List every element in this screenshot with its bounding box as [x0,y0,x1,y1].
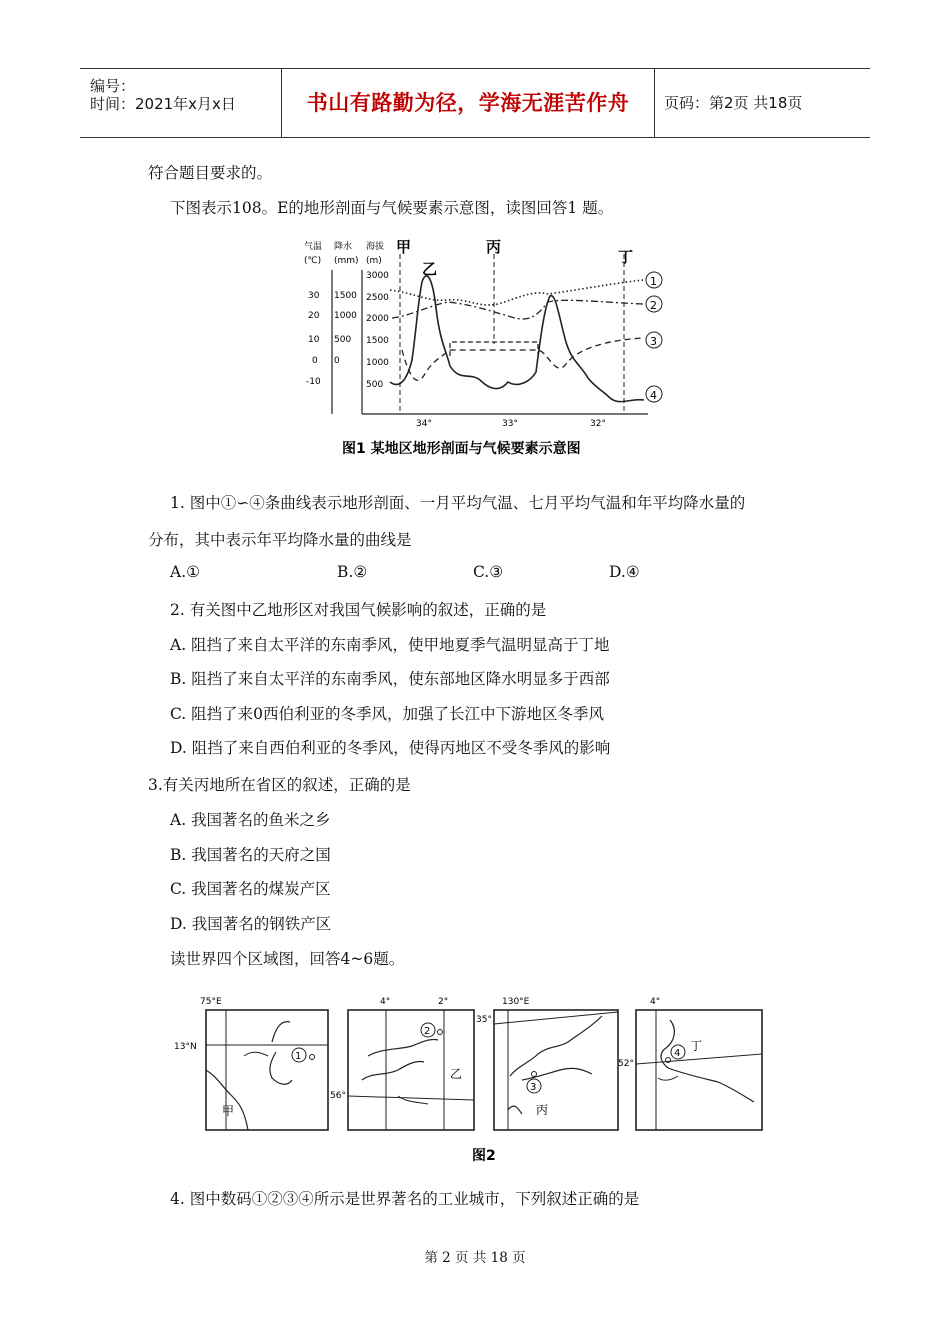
place-label-ding: 丁 [618,248,634,266]
question-4: 4. 图中数码①②③④所示是世界著名的工业城市，下列叙述正确的是 [170,1190,640,1208]
tick-label: 34° [416,419,432,429]
q2-option-a: A. 阻挡了来自太平洋的东南季风，使甲地夏季气温明显高于丁地 [170,636,610,654]
q1-option-c: C.③ [473,563,504,581]
tick-label: 2500 [366,293,389,303]
doc-time-label: 时间：2021年x月x日 [90,95,236,113]
axis-titles [304,240,384,266]
tick-label: 1500 [366,336,389,346]
tick-label: 1500 [334,291,357,301]
map4-city-marker: 4 [674,1048,681,1059]
text-line: 符合题目要求的。 [148,164,273,182]
page-footer: 第 2 页 共 18 页 [424,1250,526,1266]
tick-label: 500 [366,380,384,390]
q2-option-c: C. 阻挡了来0西伯利亚的冬季风，加强了长江中下游地区冬季风 [170,705,605,723]
figure-world-regions [172,990,772,1170]
temp-axis-unit: (℃) [304,256,322,266]
map-1 [174,997,328,1130]
curve-label-2: 2 [650,299,657,312]
place-label-jia: 甲 [396,238,412,256]
curve-label-3: 3 [650,335,657,348]
question-1-line1: 1. 图中①∽④条曲线表示地形剖面、一月平均气温、七月平均气温和年平均降水量的 [170,494,746,512]
q3-option-c: C. 我国著名的煤炭产区 [170,880,331,898]
curve-labels [646,272,662,402]
tick-label: 10 [308,335,320,345]
map-3 [476,997,618,1130]
tick-label: 32° [590,419,606,429]
tick-label: 33° [502,419,518,429]
map2-region-label: 乙 [450,1067,463,1081]
page-header [80,68,870,138]
x-ticks [416,419,606,429]
q3-option-b: B. 我国著名的天府之国 [170,846,331,864]
figure-terrain-climate-profile [298,232,688,462]
header-page-label: 页码：第2页 共18页 [664,94,803,112]
precip-axis-title: 降水 [334,242,353,252]
tick-label: 1000 [334,311,357,321]
map3-lat-label: 35° [476,1015,492,1025]
tick-label: 20 [308,311,320,321]
q3-option-a: A. 我国著名的鱼米之乡 [170,811,331,829]
tick-label: 0 [334,356,340,366]
header-motto: 书山有路勤为径，学海无涯苦作舟 [281,69,655,137]
elev-axis-title: 海拔 [366,242,385,252]
map1-lon-label: 75°E [200,997,222,1007]
q1-option-a: A.① [170,563,201,581]
q3-option-d: D. 我国著名的钢铁产区 [170,915,332,933]
text-line: 下图表示108。E的地形剖面与气候要素示意图，读图回答1 题。 [170,199,614,217]
map4-region-label: 丁 [690,1039,703,1053]
header-left [80,69,280,137]
map-4 [618,997,762,1130]
temp-axis-title: 气温 [304,242,323,252]
temp-ticks [306,291,321,387]
place-labels [396,238,633,278]
place-markers [400,254,624,414]
tick-label: 3000 [366,271,389,281]
figure1-caption: 图1 某地区地形剖面与气候要素示意图 [342,441,581,457]
tick-label: 1000 [366,358,389,368]
map3-region-label: 丙 [536,1103,549,1117]
map4-lat-label: 52° [618,1059,634,1069]
place-label-yi: 乙 [422,260,438,278]
curve-3-dashed [402,338,643,380]
map1-lat-label: 13°N [174,1042,197,1052]
map-2 [330,997,474,1130]
map1-region-label: 甲 [222,1104,235,1118]
q1-option-d: D.④ [609,563,640,581]
reading-prompt-fig2: 读世界四个区域图，回答4~6题。 [170,950,405,968]
tick-label: 0 [312,356,318,366]
figure2-caption: 图2 [472,1148,496,1164]
question-3: 3.有关丙地所在省区的叙述，正确的是 [148,776,411,794]
elev-axis-unit: (m) [366,256,382,266]
map2-city-marker: 2 [424,1026,431,1037]
tick-label: -10 [306,377,321,387]
curve-4-terrain [390,276,644,402]
map4-lon-label: 4° [650,997,661,1007]
map2-lon-label-1: 4° [380,997,391,1007]
doc-number-label: 编号： [90,77,136,95]
question-2: 2. 有关图中乙地形区对我国气候影响的叙述，正确的是 [170,601,547,619]
tick-label: 2000 [366,314,389,324]
tick-label: 500 [334,335,352,345]
q2-option-d: D. 阻挡了来自西伯利亚的冬季风，使得丙地区不受冬季风的影响 [170,739,611,757]
tick-label: 30 [308,291,320,301]
curve-label-4: 4 [650,389,657,402]
q1-option-b: B.② [337,563,368,581]
map2-lon-label-2: 2° [438,997,449,1007]
curve-1-dotted [390,280,643,305]
place-label-bing: 丙 [486,238,502,256]
curve-label-1: 1 [650,275,657,288]
curve-3-inner-box [450,342,538,356]
map2-lat-label: 56° [330,1091,346,1101]
q2-option-b: B. 阻挡了来自太平洋的东南季风，使东部地区降水明显多于西部 [170,670,610,688]
map1-city-marker: 1 [295,1051,302,1062]
precip-axis-unit: (mm) [334,256,359,266]
map3-lon-label: 130°E [502,997,530,1007]
map3-city-marker: 3 [530,1082,537,1093]
question-1-line2: 分布，其中表示年平均降水量的曲线是 [148,531,412,549]
curve-2-dashdot [392,300,643,319]
elev-ticks [366,271,389,390]
precip-ticks [334,291,357,366]
